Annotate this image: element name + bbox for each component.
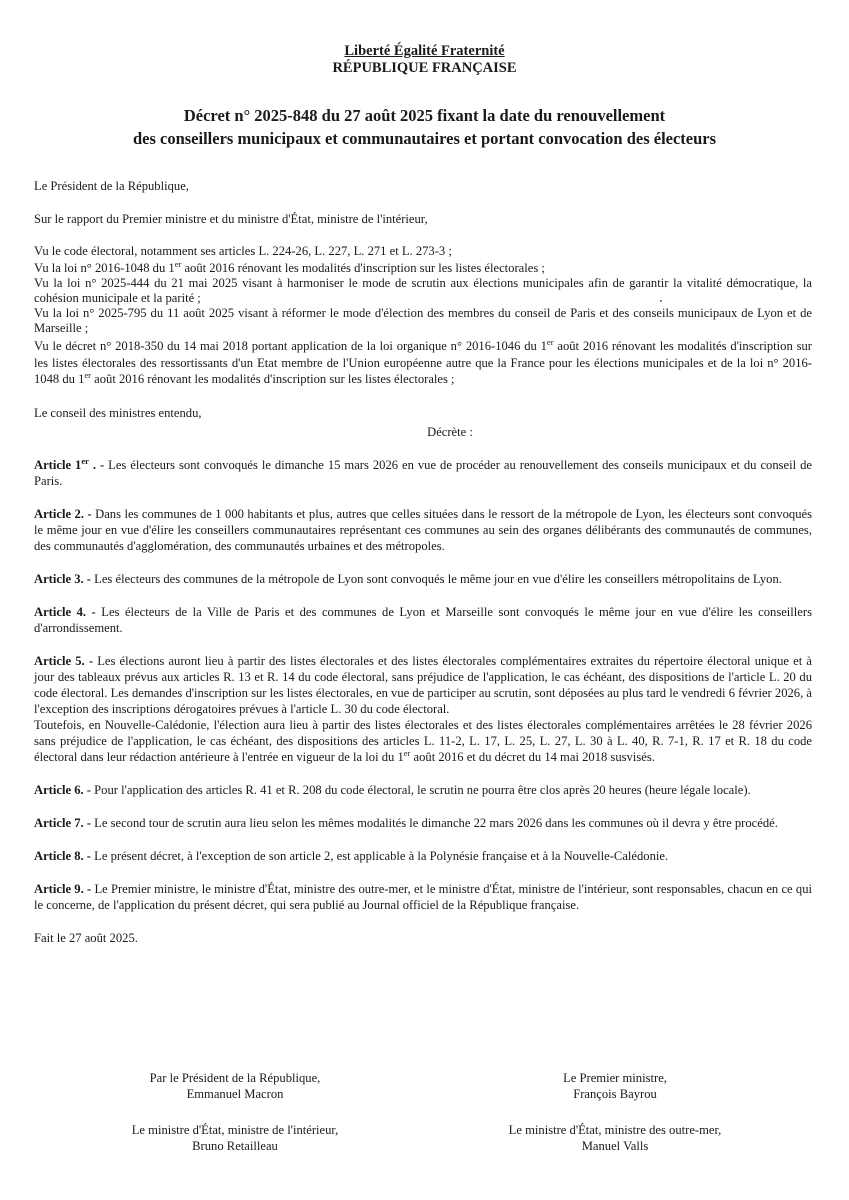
article-5-label: Article 5. - [34,653,94,668]
decree-title-line-2: des conseillers municipaux et communautaires et portant convocation des électeurs [132,129,717,148]
signature-outremer-name: Manuel Valls [581,1139,649,1153]
signature-overseas-minister [470,1122,760,1154]
article-3-label: Article 3. - [34,571,91,586]
signature-president-role: Par le Président de la République, [149,1071,321,1085]
article-9: Article 9. - Le Premier ministre, le ministre d'État, ministre des outre-mer, et le ministre d'État, ministre de l'intérieur, sont responsables, chacun en ce qui le concerne, de l'application du présent décret, qui sera publié au Journal officiel de la République française. [34,881,812,912]
article-1: Article 1er . - Les électeurs sont convoqués le dimanche 15 mars 2026 en vue de procéder au renouvellement des conseils municipaux et du conseil de Paris. [34,455,812,488]
decree-body [34,178,812,946]
visa-code-electoral: Vu le code électoral, notamment ses articles L. 224-26, L. 227, L. 271 et L. 273-3 ; [34,244,452,258]
article-2: Article 2. - Dans les communes de 1 000 habitants et plus, autres que celles situées dans le ressort de la métropole de Lyon, les électeurs sont convoqués le même jour en vue d'élire les conseillers communautaires représentant ces communes au sein des organes délibérants des communautés de communes, des communautés d'agglomération, des communautés urbaines et des métropoles. [34,506,812,553]
article-2-label: Article 2. - [34,506,92,521]
republic-motto: Liberté Égalité Fraternité [344,43,505,59]
article-1-label: Article 1er . - [34,455,105,472]
article-8: Article 8. - Le présent décret, à l'exception de son article 2, est applicable à la Polynésie française et à la Nouvelle-Calédonie. [34,848,669,863]
signature-pm-role: Le Premier ministre, [563,1071,667,1085]
decree-title [20,104,829,150]
republic-name: RÉPUBLIQUE FRANÇAISE [332,60,517,76]
visas [34,244,812,388]
signature-date: Fait le 27 août 2025. [34,930,138,945]
preamble-conseil: Le conseil des ministres entendu, [34,405,202,420]
signature-interior-minister [95,1122,375,1154]
document-header [0,43,849,77]
signature-president [95,1070,375,1102]
article-6: Article 6. - Pour l'application des articles R. 41 et R. 208 du code électoral, le scrutin ne pourra être clos après 20 heures (heure légale locale). [34,782,751,797]
preamble-rapport: Sur le rapport du Premier ministre et du ministre d'État, ministre de l'intérieur, [34,212,428,226]
article-7-label: Article 7. - [34,815,91,830]
signature-interior-role: Le ministre d'État, ministre de l'intérieur, [131,1123,339,1137]
article-7: Article 7. - Le second tour de scrutin aura lieu selon les mêmes modalités le dimanche 22 mars 2026 dans les communes où il devra y être procédé. [34,815,778,830]
signature-president-name: Emmanuel Macron [186,1087,284,1101]
visa-loi-2025-795: Vu la loi n° 2025-795 du 11 août 2025 visant à réformer le mode d'élection des membres du conseil de Paris et des conseils municipaux de Lyon et de Marseille ; [34,306,812,335]
article-5: Article 5. - Les élections auront lieu à partir des listes électorales et des listes électorales complémentaires extraites du répertoire électoral unique et à jour des tableaux prévus aux articles R. 13 et R. 14 du code électoral, sans préjudice de l'application, le cas échéant, des dispositions de l'article L. 20 du code électoral. Les demandes d'inscription sur les listes électorales, en vue de participer au scrutin, sont déposées au plus tard le vendredi 6 février 2026, à l'exception des inscriptions dérogatoires prévues à l'article L. 30 du code électoral. [34,653,812,716]
visa-loi-2025-444: Vu la loi n° 2025-444 du 21 mai 2025 visant à harmoniser le mode de scrutin aux élections municipales afin de garantir la vitalité démocratique, la cohésion municipale et la parité ; [34,276,812,305]
article-3: Article 3. - Les électeurs des communes de la métropole de Lyon sont convoqués le même jour en vue d'élire les conseillers métropolitains de Lyon. [34,571,782,586]
signature-outremer-role: Le ministre d'État, ministre des outre-mer, [508,1123,722,1137]
article-8-label: Article 8. - [34,848,91,863]
signature-prime-minister [470,1070,760,1102]
decrete-heading: Décrète : [427,424,473,439]
visa-loi-2016-1048: Vu la loi n° 2016-1048 du 1er août 2016 rénovant les modalités d'inscription sur les listes électorales ; [34,259,545,275]
preamble-president: Le Président de la République, [34,179,189,193]
article-9-label: Article 9. - [34,881,92,896]
decree-title-line-1: Décret n° 2025-848 du 27 août 2025 fixant la date du renouvellement [183,106,666,125]
signature-interior-name: Bruno Retailleau [192,1139,278,1153]
signature-pm-name: François Bayrou [573,1087,657,1101]
visa-decret-2018-350: Vu le décret n° 2018-350 du 14 mai 2018 portant application de la loi organique n° 2016-1046 du 1er août 2016 rénovant les modalités d'inscription sur les listes électorales des ressortissants d'un Etat membre de l'Union européenne autre que la France pour les élections municipales et de la loi n° 2016-1048 du 1er août 2016 rénovant les modalités d'inscription sur les listes électorales ; [34,337,812,386]
article-4: Article 4. - Les électeurs de la Ville de Paris et des communes de Lyon et Marseille sont convoqués le même jour en vue d'élire les conseillers d'arrondissement. [34,604,812,635]
scan-speck [660,300,662,302]
article-4-label: Article 4. - [34,604,96,619]
article-6-label: Article 6. - [34,782,91,797]
article-5-paragraph-2: Toutefois, en Nouvelle-Calédonie, l'élection aura lieu à partir des listes électorales et des listes électorales complémentaires arrêtées le 28 février 2026 sans préjudice de l'application, le cas échéant, des dispositions des articles L. 11-2, L. 17, L. 25, L. 27, L. 30 à L. 40, R. 7-1, R. 17 et R. 18 du code électoral dans leur rédaction antérieure à l'entrée en vigueur de la loi du 1er août 2016 et du décret du 14 mai 2018 susvisés. [34,717,812,764]
